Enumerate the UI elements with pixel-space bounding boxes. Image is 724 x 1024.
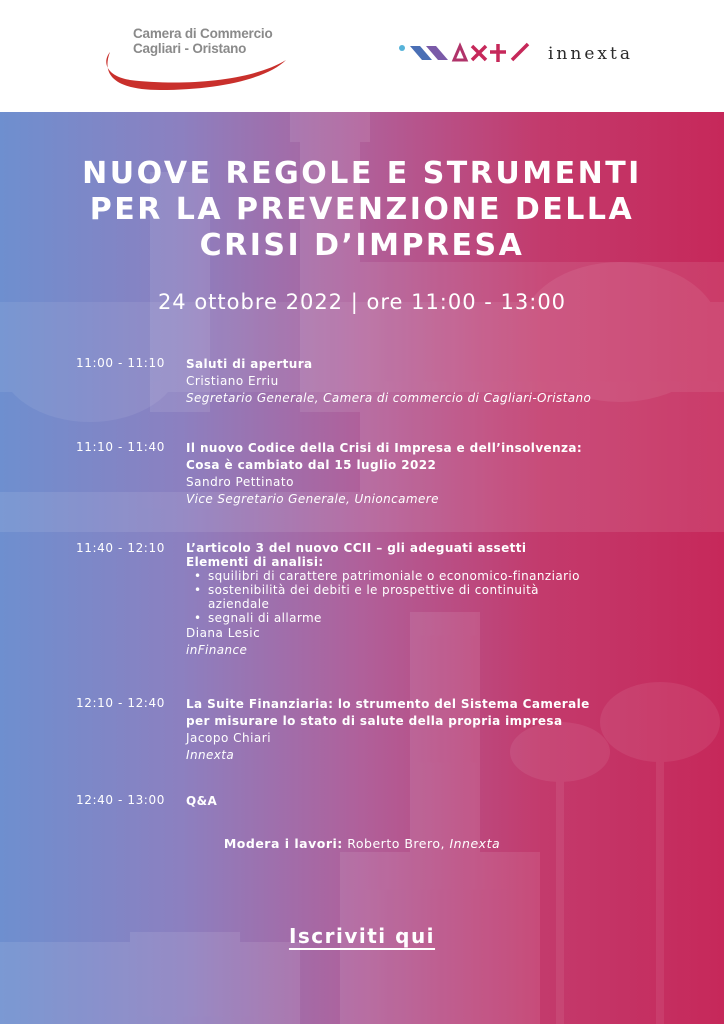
session-time: 11:40 - 12:10 <box>76 541 165 555</box>
title-line-3: CRISI D’IMPRESA <box>199 228 525 263</box>
session-body <box>186 793 706 810</box>
analysis-bullet-list <box>186 569 706 625</box>
moderator-label: Modera i lavori: <box>223 836 343 851</box>
title-line-2: PER LA PREVENZIONE DELLA <box>89 192 635 227</box>
event-title <box>0 156 724 264</box>
session-title-line: Cosa è cambiato dal 15 luglio 2022 <box>186 458 437 472</box>
session-time: 12:40 - 13:00 <box>76 793 165 807</box>
bullet-item <box>208 611 706 625</box>
session-title-line: Saluti di apertura <box>186 357 313 371</box>
session-speaker: Sandro Pettinato <box>186 475 294 489</box>
event-date-time: 24 ottobre 2022 | ore 11:00 - 13:00 <box>157 290 567 314</box>
session-body <box>186 541 706 659</box>
session-body <box>186 440 706 508</box>
session-title <box>186 696 706 730</box>
session-role: Segretario Generale, Camera di commercio di Cagliari-Oristano <box>186 391 592 405</box>
header <box>0 0 724 112</box>
moderator-name: Roberto Brero, <box>347 836 445 851</box>
session-time: 12:10 - 12:40 <box>76 696 165 710</box>
session-time: 11:10 - 11:40 <box>76 440 165 454</box>
session-speaker: Jacopo Chiari <box>186 731 272 745</box>
moderator-line <box>0 836 724 851</box>
bullet-item <box>208 569 706 583</box>
session-title <box>186 440 706 474</box>
session-role: Innexta <box>186 748 235 762</box>
register-section <box>0 924 724 948</box>
swoosh-icon <box>100 50 290 92</box>
session-body <box>186 696 706 764</box>
session-title-line: per misurare lo stato di salute della propria impresa <box>186 714 563 728</box>
session-title <box>186 541 706 569</box>
session-speaker: Cristiano Erriu <box>186 374 279 388</box>
innexta-logo <box>398 38 658 78</box>
bullet-item <box>208 583 706 611</box>
session-title-line: Elementi di analisi: <box>186 555 324 569</box>
title-line-1: NUOVE REGOLE E STRUMENTI <box>82 156 642 191</box>
innexta-mark-icon <box>398 40 538 66</box>
innexta-wordmark: innexta <box>548 44 633 64</box>
logo-line-1: Camera di Commercio <box>133 26 273 41</box>
session-body <box>186 356 706 407</box>
session-title <box>186 356 706 373</box>
session-role: inFinance <box>186 643 248 657</box>
bullet-line: • squilibri di carattere patrimoniale o economico-finanziario <box>208 569 580 583</box>
session-title-line: L’articolo 3 del nuovo CCII – gli adeguati assetti <box>186 541 527 555</box>
session-title-line: Q&A <box>186 794 218 808</box>
poster <box>0 112 724 1024</box>
bullet-line: • sostenibilità dei debiti e le prospettive di continuità <box>208 583 539 597</box>
session-time: 11:00 - 11:10 <box>76 356 165 370</box>
camera-di-commercio-logo <box>100 20 300 92</box>
session-title-line: Il nuovo Codice della Crisi di Impresa e dell’insolvenza: <box>186 441 583 455</box>
register-link[interactable]: Iscriviti qui <box>288 924 436 948</box>
session-title-line: La Suite Finanziaria: lo strumento del Sistema Camerale <box>186 697 590 711</box>
bullet-line: aziendale <box>208 597 270 611</box>
bullet-line: • segnali di allarme <box>208 611 322 625</box>
logo-line-2: Cagliari - Oristano <box>133 41 247 56</box>
session-role: Vice Segretario Generale, Unioncamere <box>186 492 439 506</box>
moderator-org: Innexta <box>449 836 501 851</box>
session-title <box>186 793 706 810</box>
session-speaker: Diana Lesic <box>186 626 261 640</box>
